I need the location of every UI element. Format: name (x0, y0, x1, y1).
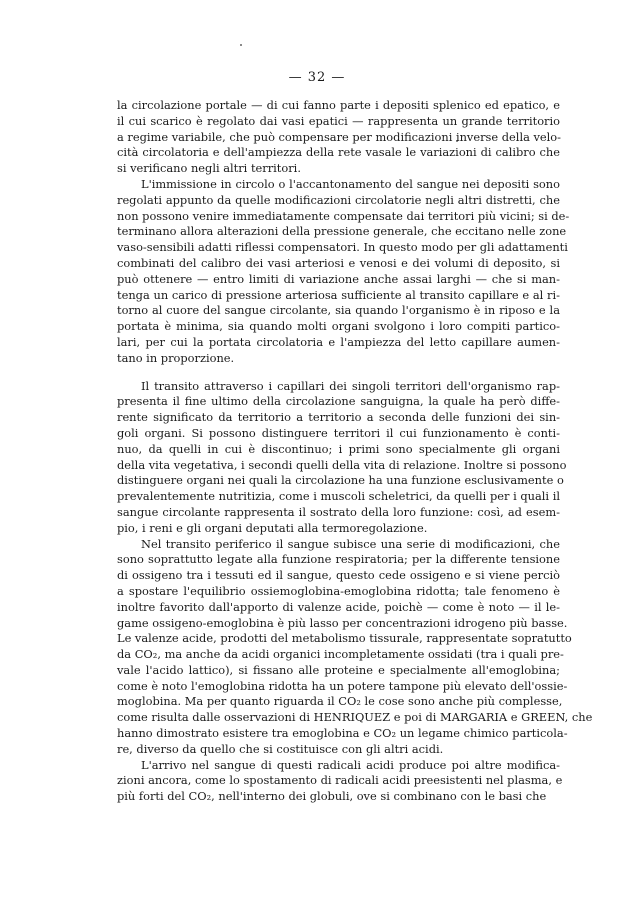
text-line: vaso-sensibili adatti riflessi compensatori. In questo modo per gli adattamenti (117, 240, 568, 255)
page-number: — 32 — (288, 70, 346, 85)
text-line: non possono venire immediatamente compensate dai territori più vicini; si de- (117, 208, 570, 223)
text-line: può ottenere — entro limiti di variazione anche assai larghi — che si man- (117, 271, 560, 286)
paragraph (117, 536, 593, 758)
paragraph-gap (117, 367, 560, 379)
text-line: moglobina. Ma per quanto riguarda il CO₂ le cose sono anche più complesse, (117, 694, 563, 709)
text-line: tenga un carico di pressione arteriosa sufficiente al transito capillare e al ri- (117, 287, 560, 302)
text-line: game ossigeno-emoglobina è più lasso per concentrazioni idrogeno più basse. (117, 615, 568, 630)
text-line: sangue circolante rappresenta il sostrato della loro funzione: così, ad esem- (117, 504, 560, 519)
text-line: si verificano negli altri territori. (117, 161, 301, 176)
text-line: Nel transito periferico il sangue subisce una serie di modificazioni, che (141, 536, 560, 551)
paragraph (117, 378, 567, 537)
text-line: inoltre favorito dall'apporto di valenze acide, poichè — come è noto — il le- (117, 599, 560, 614)
text-line: il cui scarico è regolato dai vasi epatici — rappresenta un grande territorio (117, 113, 560, 128)
text-line: vale l'acido lattico), si fissano alle proteine e specialmente all'emoglobina; (117, 662, 560, 677)
text-line: a spostare l'equilibrio ossiemoglobina-emoglobina ridotta; tale fenomeno è (117, 583, 560, 598)
print-speck (240, 44, 242, 46)
body-text (117, 98, 593, 805)
text-line: prevalentemente nutritizia, come i muscoli scheletrici, da quelli per i quali il (117, 489, 560, 504)
text-line: sono soprattutto legate alla funzione respiratoria; per la differente tensione (117, 552, 560, 567)
text-line: torno al cuore del sangue circolante, sia quando l'organismo è in riposo e la (117, 303, 560, 318)
text-line: più forti del CO₂, nell'interno dei globuli, ove si combinano con le basi che (117, 789, 547, 804)
text-line: di ossigeno tra i tessuti ed il sangue, questo cede ossigeno e si viene perciò (117, 568, 560, 583)
text-line: re, diverso da quello che si costituisce con gli altri acidi. (117, 741, 444, 756)
text-line: goli organi. Si possono distinguere territori il cui funzionamento è conti- (117, 425, 560, 440)
text-line: cità circolatoria e dell'ampiezza della rete vasale le variazioni di calibro che (117, 145, 560, 160)
paragraph (117, 98, 560, 177)
text-line: pio, i reni e gli organi deputati alla termoregolazione. (117, 520, 428, 535)
text-line: L'arrivo nel sangue di questi radicali acidi produce poi altre modifica- (141, 757, 560, 772)
text-line: presenta il fine ultimo della circolazione sanguigna, la quale ha però diffe- (117, 394, 560, 409)
text-line: zioni ancora, come lo spostamento di radicali acidi preesistenti nel plasma, e (117, 773, 563, 788)
text-line: come è noto l'emoglobina ridotta ha un potere tampone più elevato dell'ossie- (117, 678, 568, 693)
paragraph (117, 757, 563, 805)
text-line: portata è minima, sia quando molti organi svolgono i loro compiti partico- (117, 319, 560, 334)
paragraph (117, 176, 570, 367)
text-line: a regime variabile, che può compensare per modificazioni inverse della velo- (117, 129, 562, 144)
text-line: tano in proporzione. (117, 350, 235, 365)
text-line: hanno dimostrato esistere tra emoglobina e CO₂ un legame chimico particola- (117, 726, 568, 741)
text-line: della vita vegetativa, i secondi quelli della vita di relazione. Inoltre si possono (117, 457, 567, 472)
text-line: da CO₂, ma anche da acidi organici incompletamente ossidati (tra i quali pre- (117, 647, 564, 662)
text-line: L'immissione in circolo o l'accantonamento del sangue nei depositi sono (141, 176, 560, 191)
text-line: distinguere organi nei quali la circolazione ha una funzione esclusivamente o (117, 473, 564, 488)
text-line: come risulta dalle osservazioni di HENRIQUEZ e poi di MARGARIA e GREEN, che (117, 710, 593, 725)
text-line: Le valenze acide, prodotti del metabolismo tissurale, rappresentate sopratutto (117, 631, 572, 646)
text-line: nuo, da quelli in cui è discontinuo; i primi sono specialmente gli organi (117, 441, 560, 456)
text-line: lari, per cui la portata circolatoria e l'ampiezza del letto capillare aumen- (117, 334, 560, 349)
text-line: Il transito attraverso i capillari dei singoli territori dell'organismo rap- (141, 378, 560, 393)
text-line: terminano allora alterazioni della pressione generale, che eccitano nelle zone (117, 224, 567, 239)
text-line: la circolazione portale — di cui fanno parte i depositi splenico ed epatico, e (117, 98, 560, 112)
text-line: combinati del calibro dei vasi arteriosi e venosi e dei volumi di deposito, si (117, 255, 560, 270)
text-line: regolati appunto da quelle modificazioni circolatorie negli altri distretti, che (117, 192, 560, 207)
text-line: rente significato da territorio a territorio a seconda delle funzioni dei sin- (117, 410, 560, 425)
